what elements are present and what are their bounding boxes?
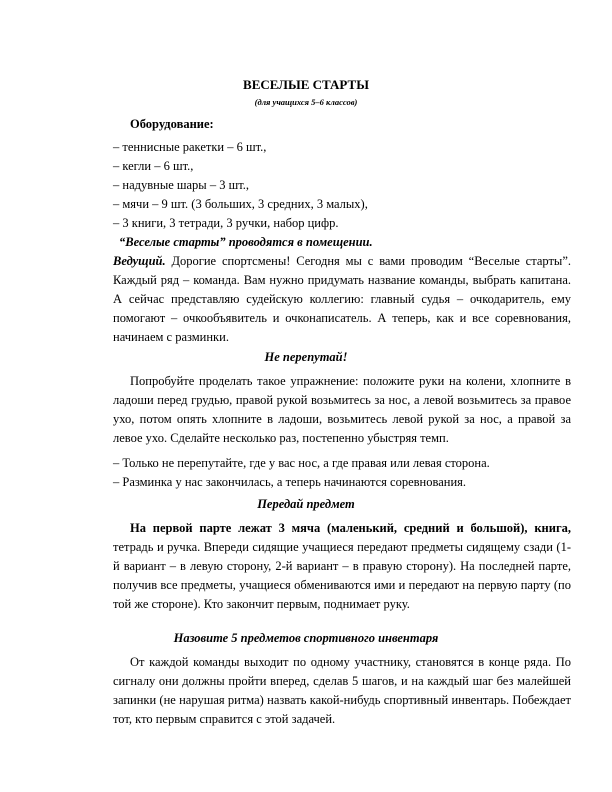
equipment-item: – кегли – 6 шт.,	[113, 159, 194, 173]
section2-paragraph	[113, 519, 571, 614]
equipment-item: – теннисные ракетки – 6 шт.,	[113, 140, 267, 154]
section1-line: – Только не перепутайте, где у вас нос, а где правая или левая сторона.	[113, 456, 490, 470]
section3-paragraph: От каждой команды выходит по одному участнику, становятся в конце ряда. По сигналу они должны пройти вперед, сделав 5 шагов, и на каждый шаг без малейшей запинки (не нарушая ритма) назвать какой-нибудь спортивный инвентарь. Побеждает тот, кто первым справится с этой задачей.	[113, 655, 571, 726]
equipment-item: – мячи – 9 шт. (3 больших, 3 средних, 3 малых),	[113, 197, 368, 211]
section1-line: – Разминка у нас закончилась, а теперь начинаются соревнования.	[113, 475, 467, 489]
intro-paragraph	[113, 252, 571, 347]
section-heading-pass-item: Передай предмет	[257, 497, 355, 511]
document-title: ВЕСЕЛЫЕ СТАРТЫ	[243, 77, 369, 92]
section2-bold-text: На первой парте лежат 3 мяча (маленький, средний и большой), книга,	[130, 521, 571, 535]
section-heading-name-equipment: Назовите 5 предметов спортивного инвентаря	[173, 631, 439, 645]
section1-paragraph: Попробуйте проделать такое упражнение: положите руки на колени, хлопните в ладоши перед грудью, правой рукой возьмитесь за нос, а левой возьмитесь за правое ухо, потом опять хлопните в ладоши, возьмитесь левой рукой за нос, а правой за левое ухо. Сделайте несколько раз, постепенно убыстряя темп.	[113, 374, 571, 445]
equipment-item: – надувные шары – 3 шт.,	[113, 178, 249, 192]
document-subtitle: (для учащихся 5–6 классов)	[254, 97, 358, 107]
intro-text: Дорогие спортсмены! Сегодня мы с вами проводим “Веселые старты”. Каждый ряд – команда. Вам нужно придумать название команды, выбрать капитана. А сейчас представляю судейскую коллегию: главный судья – очкодаритель, ему помогают – очкообъявитель и очконаписатель. А теперь, как и все соревнования, начинаем с разминки.	[113, 254, 571, 344]
equipment-heading: Оборудование:	[130, 117, 214, 131]
equipment-item: – 3 книги, 3 тетради, 3 ручки, набор цифр.	[113, 216, 339, 230]
section-heading-dont-mix-up: Не перепутай!	[264, 350, 348, 364]
venue-note: “Веселые старты” проводятся в помещении.	[119, 235, 373, 249]
speaker-label: Ведущий.	[113, 254, 166, 268]
section2-text: тетрадь и ручка. Впереди сидящие учащиеся передают предметы сидящему сзади (1-й вариант – в левую сторону, 2-й вариант – в правую сторону). На последней парте, получив все предметы, учащиеся обмениваются ими и передают на первую парту (по той же стороне). Кто закончит первым, поднимает руку.	[113, 540, 571, 611]
